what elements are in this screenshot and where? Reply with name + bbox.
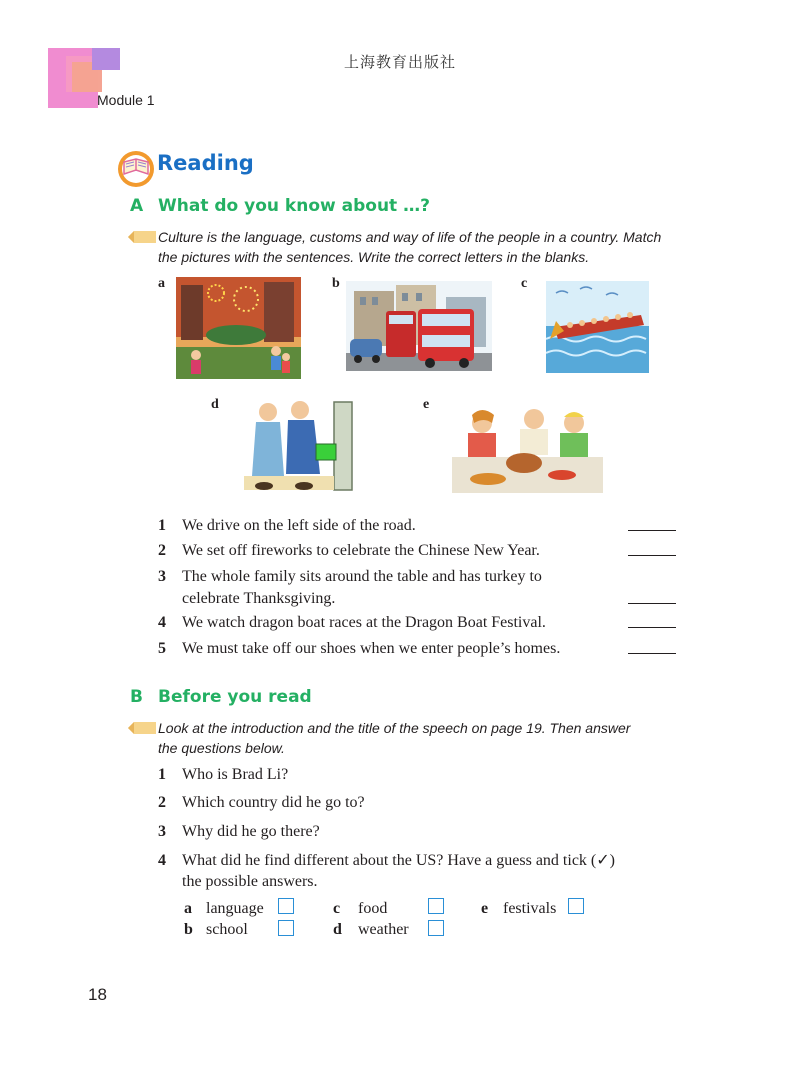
option-a (184, 900, 264, 918)
section-a-instruction (158, 227, 688, 267)
sentence-5 (158, 638, 678, 660)
sentence-text: We drive on the left side of the road. (182, 517, 416, 534)
book-icon (117, 150, 155, 188)
picture-b-label: b (332, 276, 340, 291)
section-b-instruction-line1: Look at the introduction and the title of the speech on page 19. Then answer (158, 720, 631, 736)
picture-d-label: d (211, 397, 219, 412)
sentence-number: 1 (158, 517, 166, 534)
pencil-icon (128, 722, 156, 734)
question-number: 3 (158, 823, 166, 840)
option-e (481, 900, 556, 918)
picture-fireworks (176, 277, 301, 379)
picture-bus-street (346, 281, 492, 371)
sentence-number: 2 (158, 542, 166, 559)
question-text: Which country did he go to? (182, 794, 365, 811)
checkbox-weather[interactable] (428, 920, 444, 936)
picture-thanksgiving-dinner (452, 405, 603, 493)
sentence-number: 3 (158, 568, 166, 585)
option-b (184, 921, 248, 939)
picture-e-label: e (423, 397, 430, 412)
option-letter: a (184, 900, 192, 917)
question-number: 1 (158, 766, 166, 783)
section-a-letter: A (130, 196, 144, 216)
section-b-title (130, 687, 312, 707)
question-text: Who is Brad Li? (182, 766, 289, 783)
sentence-2 (158, 540, 678, 562)
sentence-text: The whole family sits around the table and has turkey to (182, 568, 542, 585)
picture-c-label: c (521, 276, 528, 291)
sentence-number: 4 (158, 614, 166, 631)
option-text: language (206, 900, 264, 917)
sentence-1 (158, 515, 678, 537)
sentence-text: We must take off our shoes when we enter people’s homes. (182, 640, 561, 657)
question-text: Why did he go there? (182, 823, 320, 840)
question-4 (158, 850, 678, 894)
picture-dragon-boat (546, 281, 649, 373)
question-number: 4 (158, 852, 166, 869)
sentence-number: 5 (158, 640, 166, 657)
option-text: festivals (503, 900, 557, 917)
module-label: Module 1 (97, 92, 155, 108)
option-text: food (358, 900, 388, 917)
question-text: What did he find different about the US? Have a guess and tick (✓) (182, 852, 615, 869)
option-letter: c (333, 900, 341, 917)
option-c (333, 900, 387, 918)
answer-blank-1[interactable] (628, 530, 676, 531)
option-letter: b (184, 921, 193, 938)
section-a-instruction-line1: Culture is the language, customs and way of life of the people in a country. Match (158, 229, 662, 245)
option-text: school (206, 921, 248, 938)
picture-a-label: a (158, 276, 165, 291)
question-number: 2 (158, 794, 166, 811)
question-text-line2: the possible answers. (182, 873, 318, 890)
question-1 (158, 764, 678, 786)
answer-blank-4[interactable] (628, 627, 676, 628)
answer-blank-5[interactable] (628, 653, 676, 654)
checkbox-language[interactable] (278, 898, 294, 914)
answer-blank-2[interactable] (628, 555, 676, 556)
checkbox-festivals[interactable] (568, 898, 584, 914)
question-3 (158, 821, 678, 843)
option-letter: e (481, 900, 489, 917)
sentence-text: We set off fireworks to celebrate the Chinese New Year. (182, 542, 540, 559)
section-b-instruction (158, 718, 688, 758)
section-a-heading: What do you know about …? (158, 196, 430, 216)
section-a-instruction-line2: the pictures with the sentences. Write the correct letters in the blanks. (158, 249, 590, 265)
sentence-text: We watch dragon boat races at the Dragon Boat Festival. (182, 614, 546, 631)
checkbox-school[interactable] (278, 920, 294, 936)
option-d (333, 921, 409, 939)
sentence-3 (158, 566, 678, 610)
sentence-4 (158, 612, 678, 634)
section-b-heading: Before you read (158, 687, 312, 707)
checkbox-food[interactable] (428, 898, 444, 914)
sentence-text-line2: celebrate Thanksgiving. (182, 590, 336, 607)
option-letter: d (333, 921, 342, 938)
reading-title: Reading (157, 151, 254, 175)
page-number: 18 (88, 985, 107, 1004)
option-text: weather (358, 921, 409, 938)
pencil-icon (128, 231, 156, 243)
picture-take-off-shoes (234, 398, 359, 497)
section-a-title (130, 196, 430, 216)
section-b-instruction-line2: the questions below. (158, 740, 285, 756)
section-b-letter: B (130, 687, 143, 707)
question-2 (158, 792, 678, 814)
publisher-name: 上海教育出版社 (343, 53, 456, 71)
answer-blank-3[interactable] (628, 603, 676, 604)
